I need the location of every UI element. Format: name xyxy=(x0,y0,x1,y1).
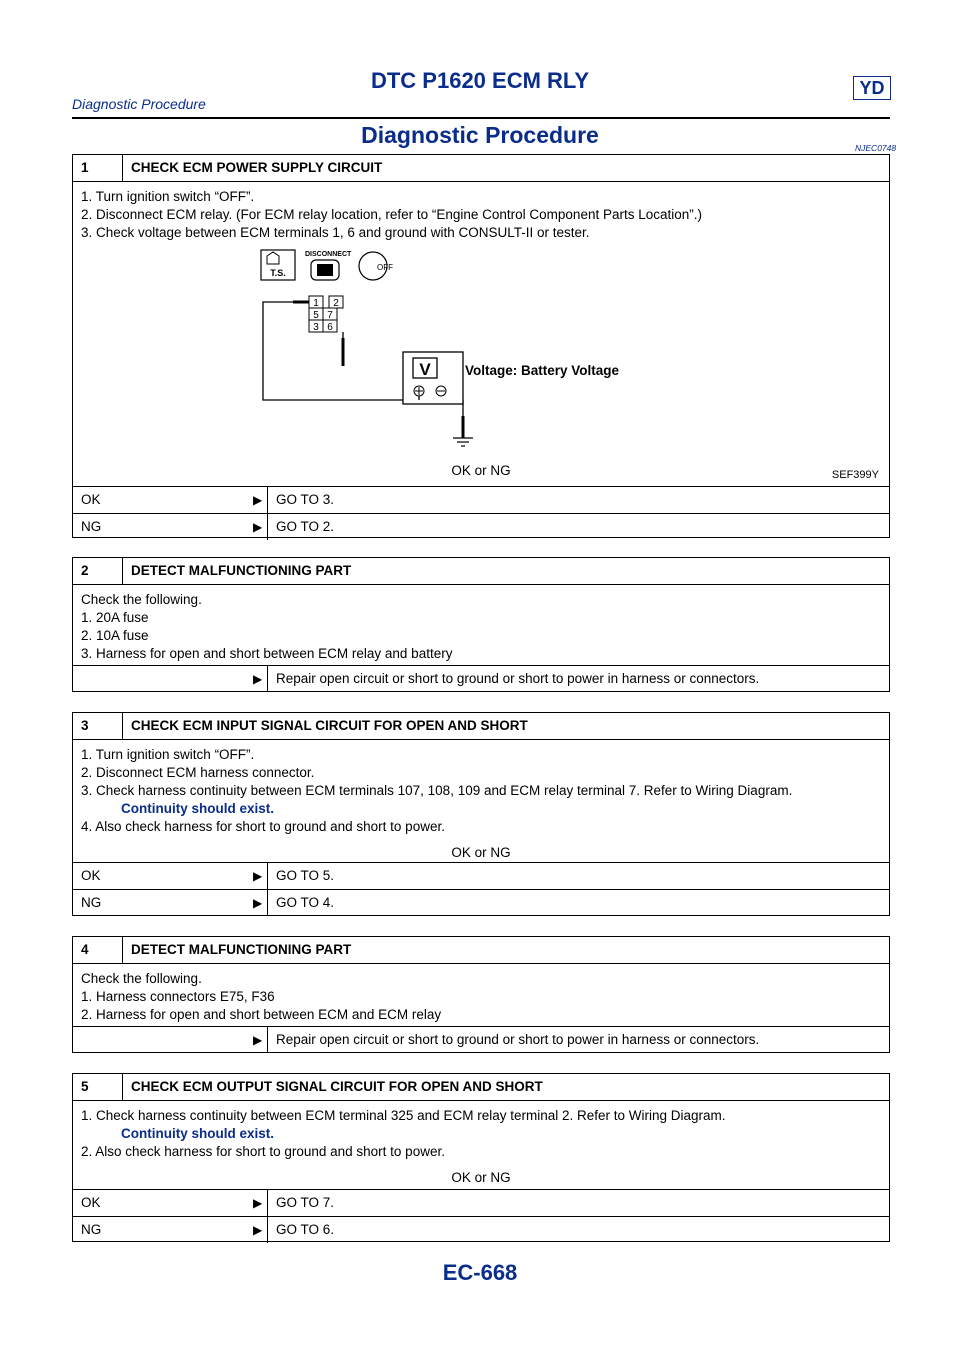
page-number: EC-668 xyxy=(442,1260,518,1285)
pin-label: 3 xyxy=(313,322,319,333)
step-2-header xyxy=(73,558,889,585)
instruction-line: 1. Turn ignition switch “OFF”. xyxy=(81,189,255,204)
step-4-header xyxy=(73,937,889,964)
reference-code: NJEC0748 xyxy=(855,143,897,153)
instruction-line: 2. Also check harness for short to ground and short to power. xyxy=(81,1144,445,1159)
instruction-line: Check the following. xyxy=(81,592,202,607)
repair-action: Repair open circuit or short to ground or short to power in harness or connectors. xyxy=(267,1027,889,1053)
engine-badge: YD xyxy=(853,76,891,100)
ok-row xyxy=(73,486,889,513)
ng-row xyxy=(73,1216,889,1243)
ng-action: GO TO 4. xyxy=(267,890,889,916)
ng-row xyxy=(73,513,889,540)
pin-label: 5 xyxy=(313,310,319,321)
figure-id: SEF399Y xyxy=(831,469,879,481)
ok-action: GO TO 7. xyxy=(267,1190,889,1216)
arrow-icon: ▶ xyxy=(253,520,263,534)
instruction-line: 1. Check harness continuity between ECM terminal 325 and ECM relay terminal 2. Refer to Wiring Diagram. xyxy=(81,1108,726,1123)
page-heading: Diagnostic Procedure xyxy=(361,122,599,148)
step-2-body xyxy=(73,585,889,665)
step-4-body xyxy=(73,964,889,1026)
ok-action: GO TO 5. xyxy=(267,863,889,889)
step-title: CHECK ECM OUTPUT SIGNAL CIRCUIT FOR OPEN AND SHORT xyxy=(131,1079,543,1094)
ok-label: OK xyxy=(81,868,101,883)
step-3-block xyxy=(72,712,890,916)
instruction-line: 1. Turn ignition switch “OFF”. xyxy=(81,747,255,762)
continuity-spec: Continuity should exist. xyxy=(121,1126,275,1141)
step-number: 1 xyxy=(73,155,123,181)
step-4-block xyxy=(72,936,890,1053)
step-number: 3 xyxy=(73,713,123,739)
result-prompt: OK or NG xyxy=(451,1170,511,1185)
ng-row xyxy=(73,889,889,916)
action-row xyxy=(73,1026,889,1053)
instruction-line: Check the following. xyxy=(81,971,202,986)
instruction-line: 1. Harness connectors E75, F36 xyxy=(81,989,275,1004)
pin-label: 7 xyxy=(327,310,333,321)
step-title: CHECK ECM INPUT SIGNAL CIRCUIT FOR OPEN AND SHORT xyxy=(131,718,528,733)
ng-label: NG xyxy=(81,895,102,910)
step-title: CHECK ECM POWER SUPPLY CIRCUIT xyxy=(131,160,383,175)
arrow-icon: ▶ xyxy=(253,1223,263,1237)
instruction-line: 2. Disconnect ECM harness connector. xyxy=(81,765,315,780)
instruction-line: 1. 20A fuse xyxy=(81,610,149,625)
step-5-body xyxy=(73,1101,889,1189)
ignition-off-label: OFF xyxy=(377,263,393,272)
ng-action: GO TO 2. xyxy=(267,514,889,540)
disconnect-label: DISCONNECT xyxy=(305,251,352,258)
instruction-line: 3. Check harness continuity between ECM terminals 107, 108, 109 and ECM relay terminal 7. Refer to Wiring Diagram. xyxy=(81,783,793,798)
step-number: 5 xyxy=(73,1074,123,1100)
instruction-line: 2. Disconnect ECM relay. (For ECM relay location, refer to “Engine Control Component Parts Location”.) xyxy=(81,207,702,222)
ng-action: GO TO 6. xyxy=(267,1217,889,1243)
step-2-block xyxy=(72,557,890,692)
step-1-header xyxy=(73,155,889,182)
voltage-check-diagram xyxy=(253,248,513,448)
arrow-icon: ▶ xyxy=(253,1196,263,1210)
ok-action: GO TO 3. xyxy=(267,487,889,513)
pin-label: 6 xyxy=(327,322,333,333)
step-title: DETECT MALFUNCTIONING PART xyxy=(131,942,352,957)
arrow-icon: ▶ xyxy=(253,493,263,507)
step-1-block xyxy=(72,154,890,538)
ng-label: NG xyxy=(81,519,102,534)
section-title: DTC P1620 ECM RLY xyxy=(370,68,590,93)
repair-action: Repair open circuit or short to ground or short to power in harness or connectors. xyxy=(267,666,889,692)
continuity-spec: Continuity should exist. xyxy=(121,801,275,816)
ts-icon-label: T.S. xyxy=(270,268,286,278)
instruction-line: 3. Harness for open and short between ECM relay and battery xyxy=(81,646,453,661)
arrow-icon: ▶ xyxy=(253,869,263,883)
ok-label: OK xyxy=(81,1195,101,1210)
voltage-spec: Voltage: Battery Voltage xyxy=(465,363,620,378)
instruction-line: 3. Check voltage between ECM terminals 1, 6 and ground with CONSULT-II or tester. xyxy=(81,225,590,240)
pin-label: 2 xyxy=(333,298,339,309)
action-row xyxy=(73,665,889,692)
result-prompt: OK or NG xyxy=(451,463,511,478)
step-number: 2 xyxy=(73,558,123,584)
step-5-header xyxy=(73,1074,889,1101)
ng-label: NG xyxy=(81,1222,102,1237)
arrow-icon: ▶ xyxy=(253,672,263,686)
arrow-icon: ▶ xyxy=(253,896,263,910)
instruction-line: 4. Also check harness for short to ground and short to power. xyxy=(81,819,445,834)
ok-row xyxy=(73,862,889,889)
step-3-body xyxy=(73,740,889,862)
step-number: 4 xyxy=(73,937,123,963)
header-rule xyxy=(72,117,890,119)
pin-label: 1 xyxy=(313,298,319,309)
ok-label: OK xyxy=(81,492,101,507)
instruction-line: 2. Harness for open and short between ECM and ECM relay xyxy=(81,1007,442,1022)
step-3-header xyxy=(73,713,889,740)
step-title: DETECT MALFUNCTIONING PART xyxy=(131,563,352,578)
instruction-line: 2. 10A fuse xyxy=(81,628,149,643)
ok-row xyxy=(73,1189,889,1216)
arrow-icon: ▶ xyxy=(253,1033,263,1047)
step-5-block xyxy=(72,1073,890,1242)
result-prompt: OK or NG xyxy=(451,845,511,860)
voltmeter-label: V xyxy=(419,360,431,379)
section-subtitle: Diagnostic Procedure xyxy=(72,96,206,112)
